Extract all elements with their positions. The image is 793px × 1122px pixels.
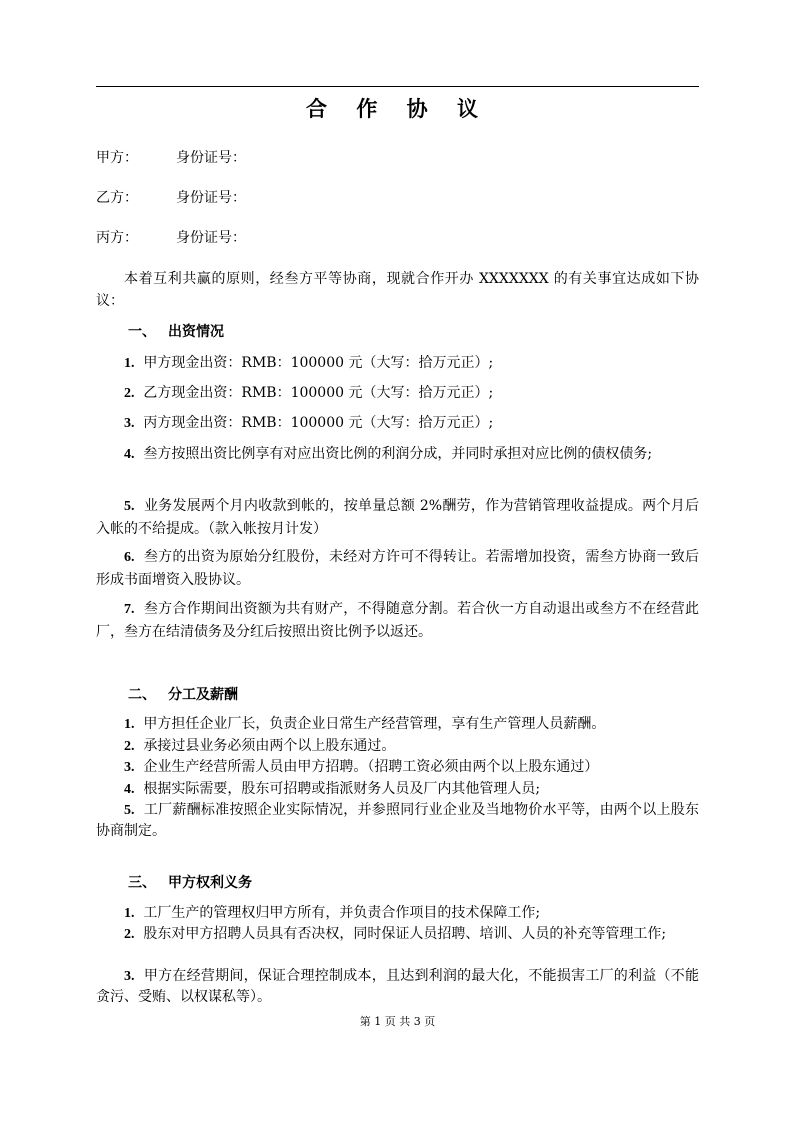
list-item: 5. 业务发展两个月内收款到帐的，按单量总额 2%酬劳，作为营销管理收益提成。两个月后入帐的不给提成。（款入帐按月计发） <box>96 498 699 537</box>
list-item: 1. 甲方担任企业厂长，负责企业日常生产经营管理，享有生产管理人员薪酬。 <box>124 716 606 732</box>
list-item: 3. 企业生产经营所需人员由甲方招聘。（招聘工资必须由两个以上股东通过） <box>124 759 599 775</box>
section-title: 出资情况 <box>168 324 224 340</box>
party-label: 乙方： <box>96 190 138 206</box>
party-a <box>96 148 246 168</box>
section-title: 分工及薪酬 <box>168 687 238 703</box>
party-c <box>96 228 246 248</box>
section-heading-3 <box>128 873 252 893</box>
intro-paragraph: 本着互利共赢的原则，经叁方平等协商，现就合作开办 XXXXXXX 的有关事宜达成如下协议： <box>96 271 699 309</box>
id-label: 身份证号： <box>176 190 246 206</box>
section-heading-1 <box>128 322 224 342</box>
party-label: 丙方： <box>96 230 138 246</box>
section-heading-2 <box>128 685 238 705</box>
party-b <box>96 188 246 208</box>
list-item: 4. 根据实际需要，股东可招聘或指派财务人员及厂内其他管理人员; <box>124 781 541 797</box>
page-footer: 第 1 页 共 3 页 <box>359 1015 436 1028</box>
document-title: 合 作 协 议 <box>306 97 489 121</box>
section-number: 二、 <box>128 687 156 703</box>
list-item: 5. 工厂薪酬标准按照企业实际情况，并参照同行业企业及当地物价水平等，由两个以上股东协商制定。 <box>96 802 700 839</box>
list-item: 7. 叁方合作期间出资额为共有财产，不得随意分割。若合伙一方自动退出或叁方不在经营此厂，叁方在结清债务及分红后按照出资比例予以返还。 <box>96 601 700 640</box>
section-title: 甲方权利义务 <box>168 875 252 891</box>
list-item: 3. 甲方在经营期间，保证合理控制成本，且达到利润的最大化，不能损害工厂的利益（不能贪污、受贿、以权谋私等）。 <box>96 968 700 1005</box>
list-item: 2. 股东对甲方招聘人员具有否决权，同时保证人员招聘、培训、人员的补充等管理工作; <box>124 926 667 942</box>
header-rule <box>96 86 699 87</box>
id-label: 身份证号： <box>176 230 246 246</box>
list-item: 4. 叁方按照出资比例享有对应出资比例的利润分成，并同时承担对应比例的债权债务; <box>124 446 653 462</box>
list-item: 2. 承接过县业务必须由两个以上股东通过。 <box>124 738 396 754</box>
list-item: 3. 丙方现金出资：RMB：100000 元（大写：拾万元正）; <box>124 415 494 431</box>
list-item: 2. 乙方现金出资：RMB：100000 元（大写：拾万元正）; <box>124 385 494 401</box>
section-number: 三、 <box>128 875 156 891</box>
section-number: 一、 <box>128 324 156 340</box>
list-item: 1. 工厂生产的管理权归甲方所有，并负责合作项目的技术保障工作; <box>124 905 541 921</box>
id-label: 身份证号： <box>176 150 246 166</box>
list-item: 6. 叁方的出资为原始分红股份，未经对方许可不得转让。若需增加投资，需叁方协商一致后形成书面增资入股协议。 <box>96 549 700 588</box>
party-label: 甲方： <box>96 150 138 166</box>
list-item: 1. 甲方现金出资：RMB：100000 元（大写：拾万元正）; <box>124 355 494 371</box>
